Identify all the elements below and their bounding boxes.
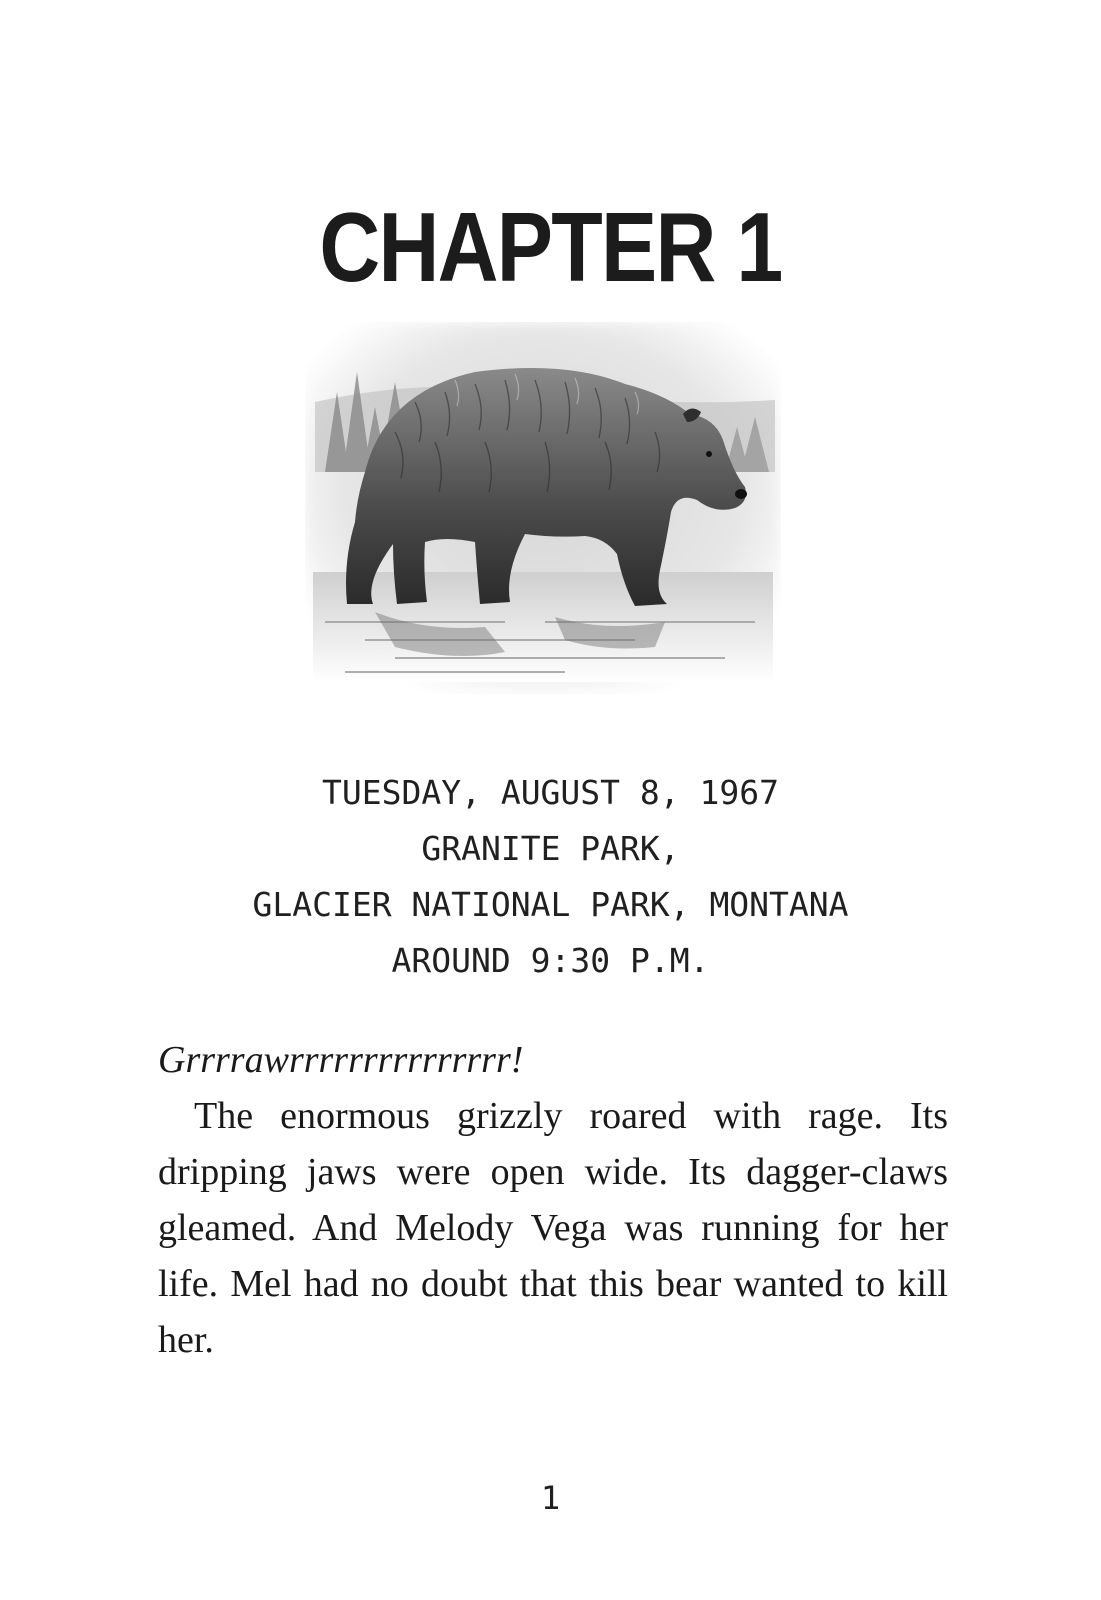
- page-number: 1: [540, 1479, 561, 1517]
- dateline: [0, 765, 1101, 989]
- chapter-title: CHAPTER 1: [319, 192, 782, 302]
- dateline-line: AROUND 9:30 P.M.: [391, 941, 710, 980]
- dateline-line: TUESDAY, AUGUST 8, 1967: [322, 773, 779, 812]
- story-paragraph: The enormous grizzly roared with rage. Its dripping jaws were open wide. Its dagger-claws gleamed. And Melody Vega was running for her life. Mel had no doubt that this bear wanted to kill her.: [158, 1095, 948, 1361]
- roar-exclamation: Grrrrawrrrrrrrrrrrrrrr!: [158, 1039, 524, 1081]
- dateline-line: GLACIER NATIONAL PARK, MONTANA: [252, 885, 849, 924]
- grizzly-bear-icon: [305, 322, 781, 694]
- dateline-line: GRANITE PARK,: [421, 829, 680, 868]
- story-text: [158, 1032, 948, 1368]
